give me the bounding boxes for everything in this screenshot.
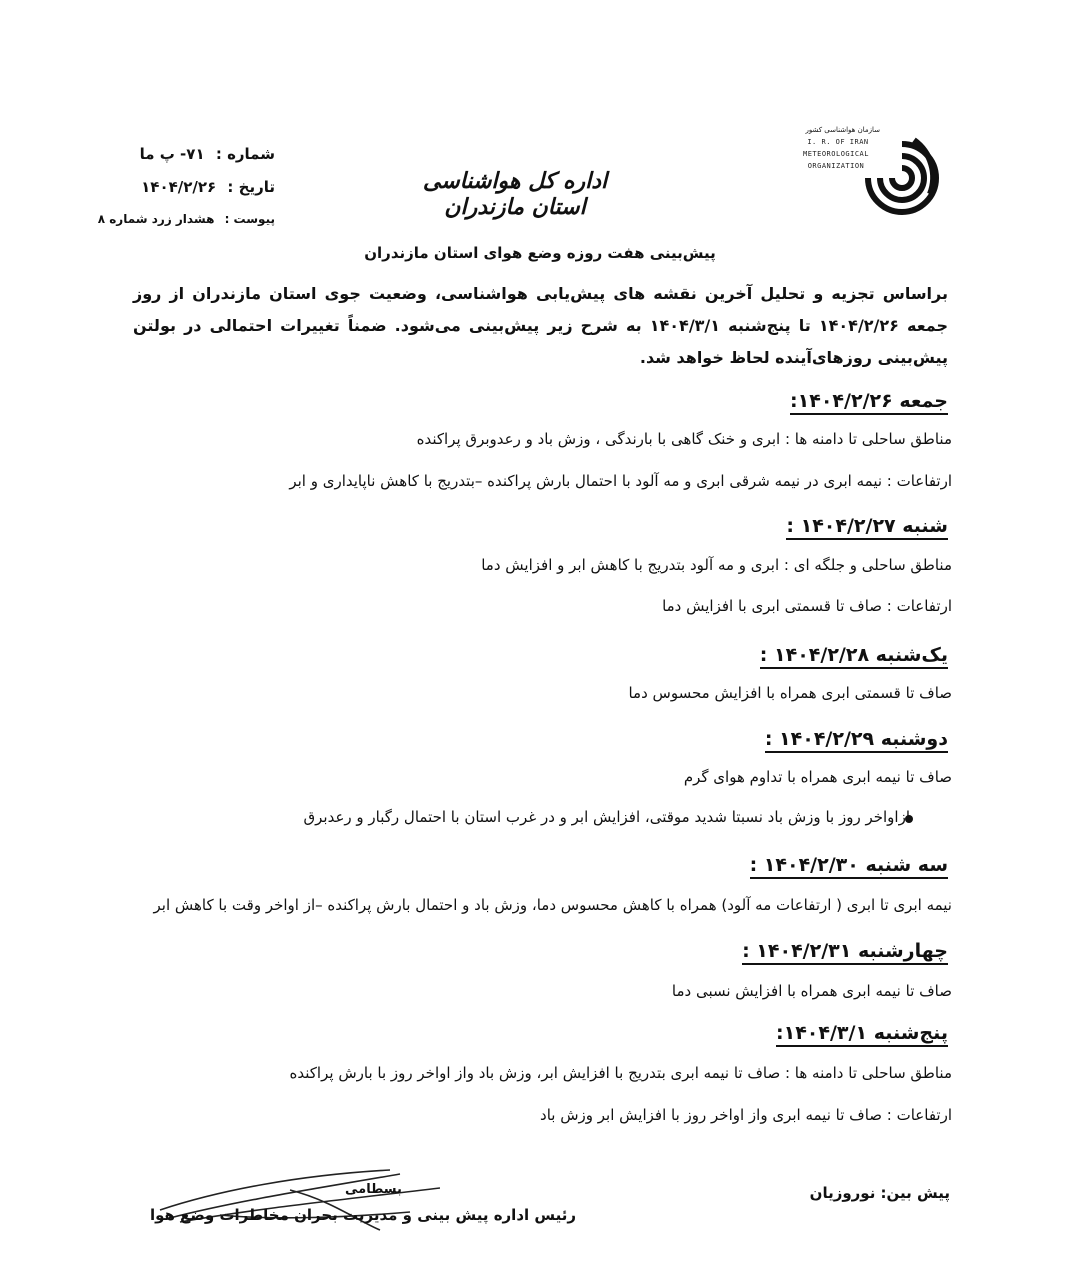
day-heading-monday: دوشنبه ۱۴۰۴/۲/۲۹ : xyxy=(765,728,948,753)
document-title: پیش‌بینی هفت روزه وضع هوای استان مازندران xyxy=(364,244,716,262)
signature-icon xyxy=(140,1160,440,1240)
day-heading-thursday: پنج‌شنبه ۱۴۰۴/۳/۱: xyxy=(776,1022,948,1047)
day-heading-friday: جمعه ۱۴۰۴/۲/۲۶: xyxy=(790,390,948,415)
attachment-label: پیوست : xyxy=(224,212,275,226)
day-line: ارتفاعات : صاف تا قسمتی ابری با افزایش دما xyxy=(662,597,952,615)
day-line: مناطق ساحلی تا دامنه ها : ابری و خنک گاهی با بارندگی ، وزش باد و رعدوبرق پراکنده xyxy=(416,430,952,448)
day-heading-saturday: شنبه ۱۴۰۴/۲/۲۷ : xyxy=(786,515,948,540)
date-value: ۱۴۰۴/۲/۲۶ xyxy=(141,178,217,196)
signer-role: رئیس اداره پیش بینی و مدیریت بحران مخاطرات وضع هوا xyxy=(150,1206,576,1224)
day-line: نیمه ابری تا ابری ( ارتفاعات مه آلود) همراه با کاهش محسوس دما، وزش باد و احتمال بارش پراکنده –از اواخر وقت با کاهش ابر xyxy=(153,896,952,914)
logo-org-fa: سازمان هواشناسی کشور xyxy=(805,126,880,134)
date-label: تاریخ : xyxy=(227,178,275,196)
logo-line-2: METEOROLOGICAL xyxy=(802,150,869,158)
day-heading-wednesday: چهارشنبه ۱۴۰۴/۲/۳۱ : xyxy=(742,940,948,965)
letter-number xyxy=(15,145,275,163)
number-label: شماره : xyxy=(215,145,275,163)
attachment-value: هشدار زرد شماره ۸ xyxy=(97,212,215,226)
day-line: مناطق ساحلی تا دامنه ها : صاف تا نیمه ابری بتدریج با افزایش ابر، وزش باد واز اواخر روز با بارش پراکنده xyxy=(289,1064,952,1082)
day-heading-sunday: یک‌شنبه ۱۴۰۴/۲/۲۸ : xyxy=(760,644,948,669)
day-line: صاف تا نیمه ابری همراه با تداوم هوای گرم xyxy=(683,768,952,786)
forecaster-name: پیش بین: نوروزیان xyxy=(809,1184,950,1202)
logo-line-1: I. R. OF IRAN xyxy=(807,138,869,146)
letter-date xyxy=(15,178,275,196)
day-line: صاف تا نیمه ابری همراه با افزایش نسبی دما xyxy=(671,982,952,1000)
day-line: ارتفاعات : نیمه ابری در نیمه شرقی ابری و مه آلود با احتمال بارش پراکنده –بتدریج با کاهش ناپایداری و ابر xyxy=(289,472,952,490)
logo-line-3: ORGANIZATION xyxy=(807,162,865,170)
day-heading-tuesday: سه شنبه ۱۴۰۴/۲/۳۰ : xyxy=(750,854,948,879)
day-line: مناطق ساحلی و جلگه ای : ابری و مه آلود بتدریج با کاهش ابر و افزایش دما xyxy=(481,556,952,574)
number-value: ۷۱- پ ما xyxy=(139,145,205,163)
day-line: ارتفاعات : صاف تا نیمه ابری واز اواخر روز با افزایش ابر وزش باد xyxy=(540,1106,952,1124)
office-title: اداره کل هواشناسی استان مازندران xyxy=(422,168,608,220)
day-line: صاف تا قسمتی ابری همراه با افزایش محسوس دما xyxy=(628,684,952,702)
intro-paragraph: براساس تجزیه و تحلیل آخرین نقشه های پیش‌یابی هواشناسی، وضعیت جوی استان مازندران از روز جمعه ۱۴۰۴/۲/۲۶ تا پنج‌شنبه ۱۴۰۴/۳/۱ به شرح زیر پیش‌بینی می‌شود. ضمناً تغییرات احتمالی در بولتن پیش‌بینی روزهای‌آینده لحاظ خواهد شد. xyxy=(133,284,948,367)
letter-attachment xyxy=(15,212,275,226)
day-bullet-line: ازاواخر روز با وزش باد نسبتا شدید موقتی، افزایش ابر و در غرب استان با احتمال رگبار و رعدبرق xyxy=(303,808,910,826)
signer-name: بسطامی xyxy=(345,1182,402,1197)
